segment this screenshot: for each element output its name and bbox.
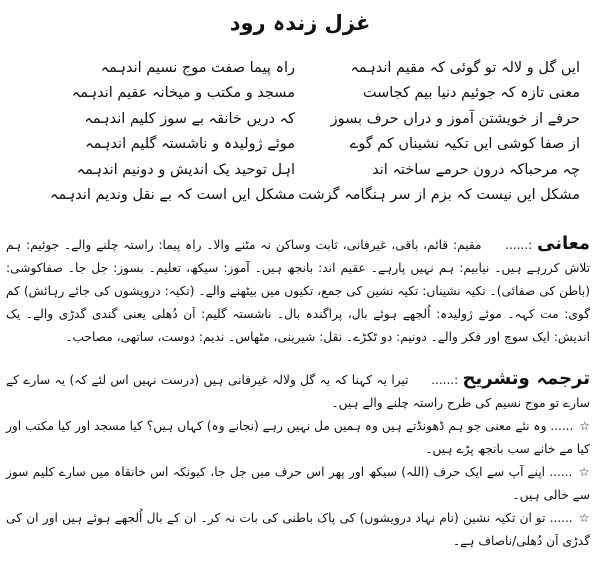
misra-second: مسجد و مکتب و میخانہ عقیم اندہمہ [71, 85, 295, 102]
page-title: غزل زندہ رود [229, 11, 371, 35]
bullet-item [6, 461, 590, 507]
meanings-text: مقیم: قائم، باقی، غیرفانی، ثابت وساکن نہ مٹنے والا۔ راہ پیما: راستہ چلنے والے۔ جوئیم: ہم تلاش کررہے ہیں۔ نیابیم: ہم نہیں پارہے۔ عقیم اند: بانجھ ہیں۔ آموز: سیکھ، تعلیم۔ بسوز: جل جا۔ صفاکوشی: (باطن کی صفائی)۔ تکیہ نشیناں: تکیہ نشین کی جمع، تکیوں میں بیٹھنے والے۔ (تکیہ: درویشوں کی جائے رہائش) کم گوی: مت کہہ۔ موئے ژولیدہ: اُلجھے ہوئے بال، پراگندہ بال۔ ناشستہ گلیم: اَن دُھلی یعنی گندی گدڑی والے۔ یک اندیش: ایک سوچ اور فکر والے۔ دونیم: دو ٹکڑے۔ نقل: شیرینی، مٹھاس۔ ندیم: دوست، ساتھی، مصاحب۔ [6, 238, 590, 344]
meanings-heading: معانی [536, 233, 591, 254]
star-icon: ☆ [579, 419, 590, 433]
translation-heading: ترجمہ وتشریح [462, 368, 591, 389]
couplet [40, 157, 580, 183]
meanings-paragraph [6, 232, 590, 349]
bullet-dots: ...... [550, 419, 574, 433]
misra-second: اہل توحید یک اندیش و دونیم اندہمہ [76, 161, 295, 178]
star-icon: ☆ [578, 465, 591, 479]
bullet-text: تو ان تکیہ نشین (نام نہاد درویشوں) کی پاک باطنی کی بات نہ کر۔ ان کے بال اُلجھے ہوئے ہیں اور ان کی گدڑی اَن دُھلی/ناصاف ہے۔ [6, 511, 590, 548]
misra-first: ایں گل و لالہ تو گوئی کہ مقیم اندہمہ [350, 59, 580, 76]
bullet-item [6, 415, 590, 461]
bullet-dots: ...... [549, 465, 573, 479]
ghazal-poem [40, 55, 580, 208]
meanings-section [6, 232, 590, 349]
heading-dots: :...... [431, 373, 459, 387]
misra-second: راہ پیما صفت موج نسیم اندہمہ [100, 59, 295, 76]
translation-section [6, 367, 590, 553]
misra-first: معنی تازہ کہ جوئیم دنیا بیم کجاست [362, 85, 580, 102]
misra-first: از صفا کوشی ایں تکیہ نشیناں کم گوے [349, 136, 580, 153]
bullet-dots: ...... [549, 511, 573, 525]
misra-first: حرفے از خویشتن آموز و دراں حرف بسوز [330, 110, 580, 127]
heading-dots: :...... [505, 238, 533, 252]
misra-first: مشکل ایں نیست کہ بزم از سر ہنگامہ گزشت [298, 187, 580, 204]
bullet-item [6, 507, 590, 553]
misra-second: کہ دریں خانقہ بے سوز کلیم اندہمہ [84, 110, 295, 127]
bullet-text: وہ نئے معنی جو ہم ڈھونڈتے ہیں وہ ہمیں مل نہیں رہے (نجانے وہ) کہاں ہیں؟ کیا مسجد اور کیا مکتب اور کیا مے خانے سب بانجھ پڑے ہیں۔ [6, 419, 590, 456]
misra-first: چہ مرحباکہ درون حرمے ساختہ اند [372, 161, 580, 178]
misra-second: موئے ژولیدہ و ناشستہ گلیم اندہمہ [85, 136, 295, 153]
couplet [40, 81, 580, 107]
translation-intro-text: تیرا یہ کہنا کہ یہ گل ولالہ غیرفانی ہیں (درست نہیں اس لئے کہ) یہ سارے کے سارے تو موج نسیم کی طرح راستہ چلنے والے ہیں۔ [6, 373, 590, 410]
couplet [40, 132, 580, 158]
translation-intro [6, 367, 590, 415]
couplet [40, 55, 580, 81]
star-icon: ☆ [578, 511, 590, 525]
misra-second: مشکل ایں است کہ بے نقل ونديم اندہمہ [49, 187, 295, 204]
couplet [40, 106, 580, 132]
bullet-text: اپنے آپ سے ایک حرف (اللہ) سیکھ اور پھر اس حرف میں جل جا، کیونکہ اس خانقاہ میں سارے کلیم سوز سے خالی ہیں۔ [6, 465, 590, 502]
couplet [40, 183, 580, 209]
